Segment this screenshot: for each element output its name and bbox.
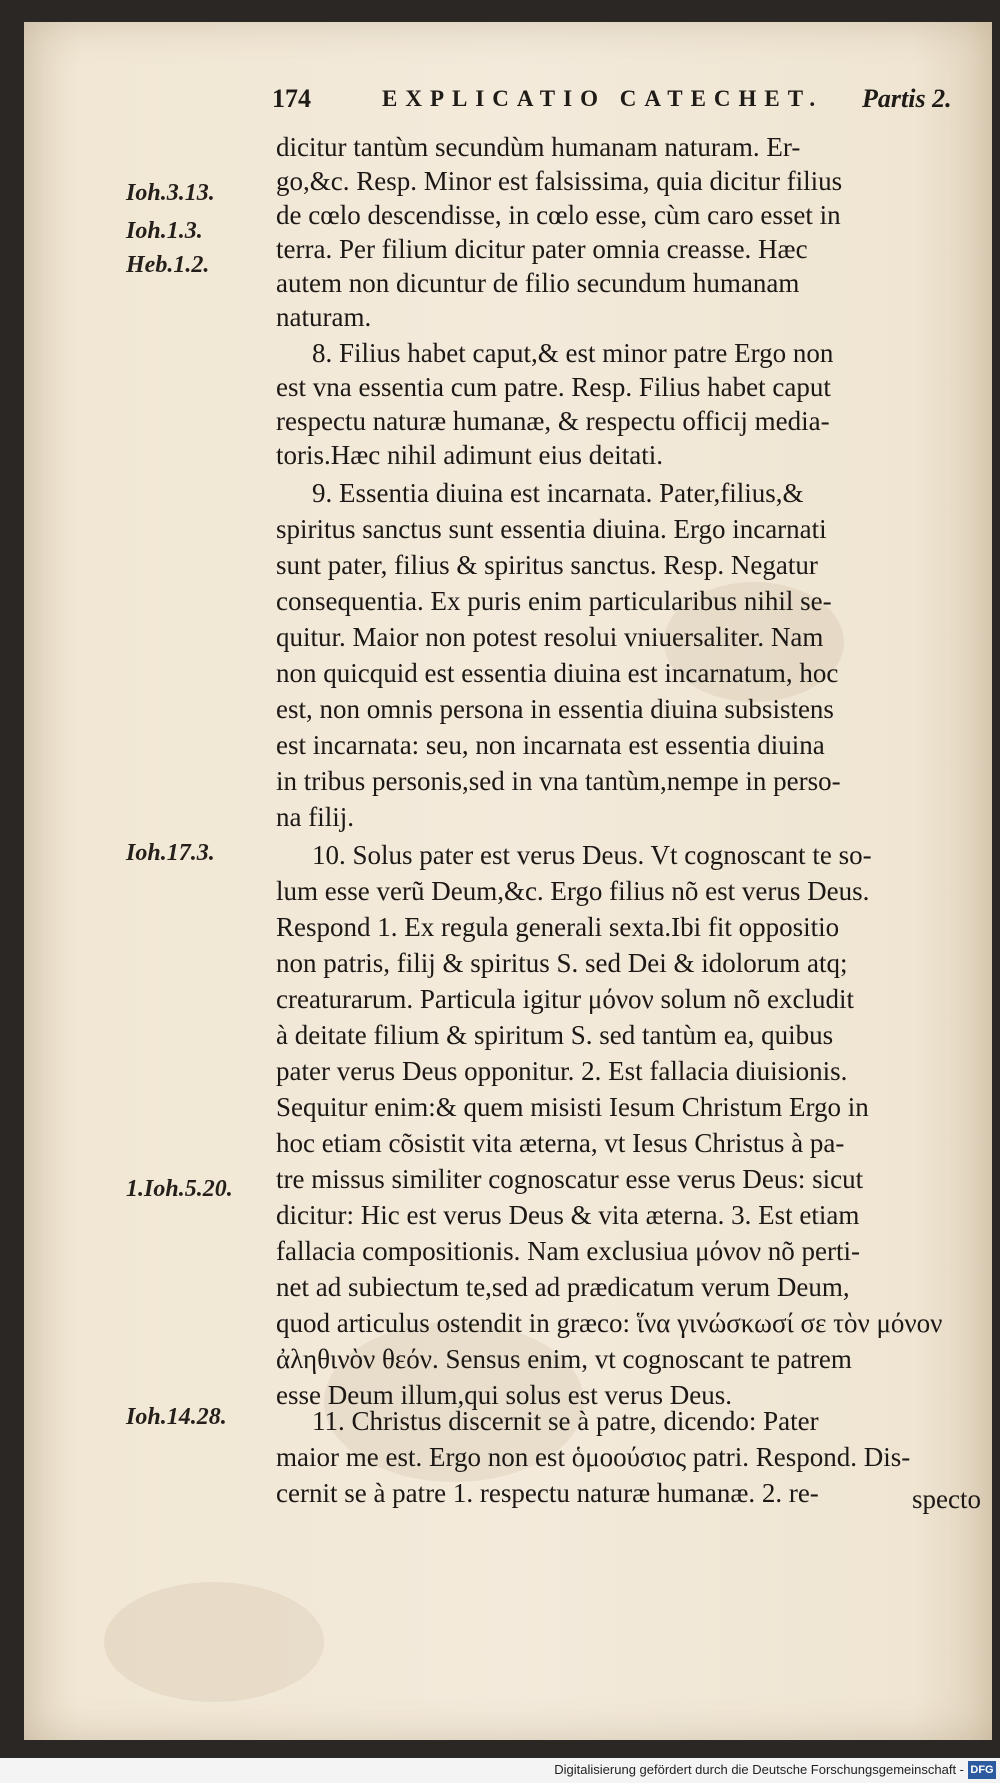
text-line: in tribus personis,sed in vna tantùm,nempe in perso- <box>276 766 841 796</box>
text-line: 10. Solus pater est verus Deus. Vt cognoscant te so- <box>312 840 872 870</box>
margin-note: Ioh.1.3. <box>126 218 203 244</box>
text-line: est, non omnis persona in essentia diuina subsistens <box>276 694 834 724</box>
text-line: naturam. <box>276 302 372 332</box>
text-line: spiritus sanctus sunt essentia diuina. Ergo incarnati <box>276 514 827 544</box>
text-line: esse Deum illum,qui solus est verus Deus. <box>276 1380 732 1410</box>
funding-credit: Digitalisierung gefördert durch die Deutsche Forschungsgemeinschaft - <box>554 1762 964 1777</box>
text-line: à deitate filium & spiritum S. sed tantùm ea, quibus <box>276 1020 834 1050</box>
text-line: est vna essentia cum patre. Resp. Filius habet caput <box>276 372 831 402</box>
text-line: go,&c. Resp. Minor est falsissima, quia dicitur filius <box>276 166 843 196</box>
text-line: quitur. Maior non potest resolui vniuersaliter. Nam <box>276 622 824 652</box>
text-line: respectu naturæ humanæ, & respectu officij media- <box>276 406 830 436</box>
text-line: cernit se à patre 1. respectu naturæ humanæ. 2. re- <box>276 1478 819 1508</box>
text-line: sunt pater, filius & spiritus sanctus. Resp. Negatur <box>276 550 818 580</box>
text-line: est incarnata: seu, non incarnata est essentia diuina <box>276 730 825 760</box>
text-line: Sequitur enim:& quem misisti Iesum Christum Ergo in <box>276 1092 869 1122</box>
running-header <box>272 84 972 124</box>
part-label: Partis 2. <box>862 84 952 113</box>
text-line: lum esse verũ Deum,&c. Ergo filius nõ est verus Deus. <box>276 876 870 906</box>
text-line: Respond 1. Ex regula generali sexta.Ibi fit oppositio <box>276 912 840 942</box>
text-line: non quicquid est essentia diuina est incarnatum, hoc <box>276 658 839 688</box>
text-line: na filij. <box>276 802 354 832</box>
text-line: hoc etiam cõsistit vita æterna, vt Iesus Christus à pa- <box>276 1128 845 1158</box>
text-line: dicitur: Hic est verus Deus & vita æterna. 3. Est etiam <box>276 1200 860 1230</box>
text-line: toris.Hæc nihil adimunt eius deitati. <box>276 440 663 470</box>
text-line: maior me est. Ergo non est ὁμοούσιος patri. Respond. Dis- <box>276 1442 911 1472</box>
text-line: fallacia compositionis. Nam exclusiua μόνον nõ perti- <box>276 1236 860 1266</box>
text-line: ἀληθινὸν θεόν. Sensus enim, vt cognoscant te patrem <box>276 1344 852 1374</box>
catchword: specto <box>912 1484 981 1514</box>
text-line: terra. Per filium dicitur pater omnia creasse. Hæc <box>276 234 808 264</box>
text-line: 9. Essentia diuina est incarnata. Pater,filius,& <box>312 478 804 508</box>
page-number: 174 <box>272 84 311 113</box>
text-line: 8. Filius habet caput,& est minor patre Ergo non <box>312 338 834 368</box>
text-line: pater verus Deus opponitur. 2. Est fallacia diuisionis. <box>276 1056 848 1086</box>
dfg-logo: DFG <box>968 1761 996 1779</box>
text-line: dicitur tantùm secundùm humanam naturam. Er- <box>276 132 801 162</box>
margin-note: Ioh.14.28. <box>126 1404 227 1430</box>
margin-note: Ioh.17.3. <box>126 840 215 866</box>
text-line: autem non dicuntur de filio secundum humanam <box>276 268 800 298</box>
text-line: de cœlo descendisse, in cœlo esse, cùm caro esset in <box>276 200 841 230</box>
margin-note: Ioh.3.13. <box>126 180 215 206</box>
margin-note: 1.Ioh.5.20. <box>126 1176 233 1202</box>
margin-note: Heb.1.2. <box>126 252 210 278</box>
text-line: non patris, filij & spiritus S. sed Dei & idolorum atq; <box>276 948 848 978</box>
digitization-footer <box>0 1758 1000 1783</box>
text-line: net ad subiectum te,sed ad prædicatum verum Deum, <box>276 1272 850 1302</box>
text-line: consequentia. Ex puris enim particularibus nihil se- <box>276 586 832 616</box>
text-line: quod articulus ostendit in græco: ἵνα γινώσκωσί σε τὸν μόνον <box>276 1308 943 1338</box>
running-head-title: EXPLICATIO CATECHET. <box>382 86 824 111</box>
text-line: tre missus similiter cognoscatur esse verus Deus: sicut <box>276 1164 864 1194</box>
text-line: creaturarum. Particula igitur μόνον solum nõ excludit <box>276 984 854 1014</box>
text-line: 11. Christus discernit se à patre, dicendo: Pater <box>312 1406 819 1436</box>
paper-stain <box>104 1582 324 1702</box>
